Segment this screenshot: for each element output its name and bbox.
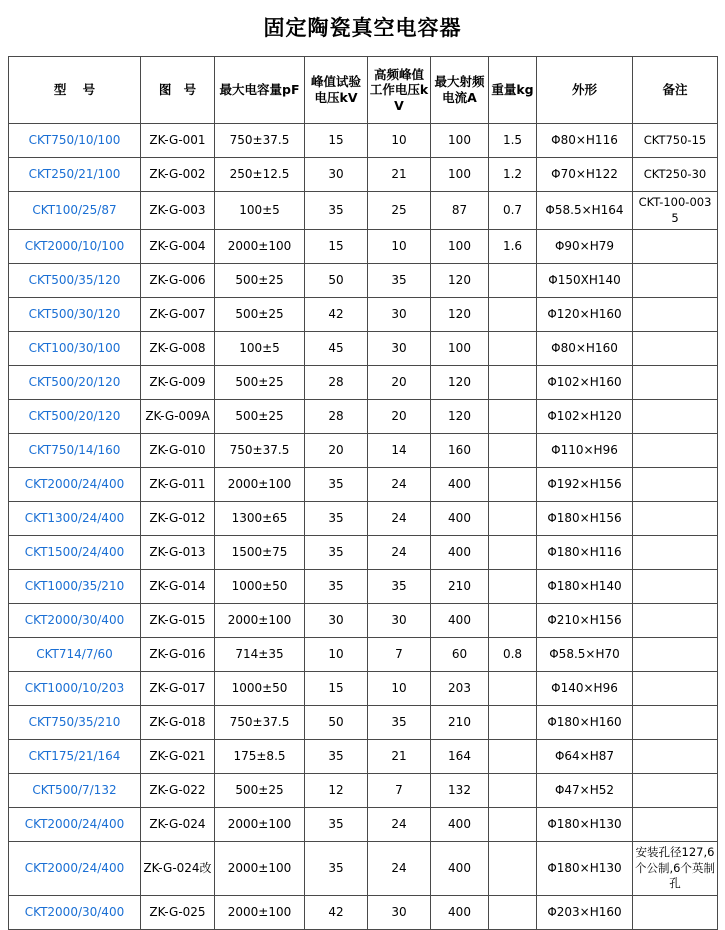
table-row — [9, 400, 718, 434]
cell-weight — [489, 706, 537, 740]
column-header-max-capacitance: 最大电容量pF — [215, 57, 305, 124]
cell-peak-test-voltage: 30 — [305, 604, 368, 638]
cell-max-rf-current: 100 — [431, 332, 489, 366]
cell-remarks — [633, 774, 718, 808]
cell-remarks: CKT750-15 — [633, 124, 718, 158]
cell-max-rf-current: 120 — [431, 264, 489, 298]
cell-max-rf-current: 400 — [431, 604, 489, 638]
cell-weight — [489, 264, 537, 298]
cell-peak-test-voltage: 20 — [305, 434, 368, 468]
cell-hf-peak-working-voltage: 21 — [368, 740, 431, 774]
table-row — [9, 158, 718, 192]
cell-hf-peak-working-voltage: 35 — [368, 706, 431, 740]
cell-weight — [489, 400, 537, 434]
cell-model: CKT100/30/100 — [9, 332, 141, 366]
cell-dimensions: Φ102×H160 — [537, 366, 633, 400]
cell-dimensions: Φ140×H96 — [537, 672, 633, 706]
cell-peak-test-voltage: 35 — [305, 808, 368, 842]
column-header-max-rf-current: 最大射频电流A — [431, 57, 489, 124]
cell-hf-peak-working-voltage: 25 — [368, 192, 431, 230]
table-row — [9, 638, 718, 672]
cell-max-rf-current: 400 — [431, 895, 489, 929]
cell-drawing-no: ZK-G-021 — [141, 740, 215, 774]
cell-model: CKT1300/24/400 — [9, 502, 141, 536]
cell-remarks — [633, 502, 718, 536]
cell-remarks — [633, 434, 718, 468]
cell-max-rf-current: 132 — [431, 774, 489, 808]
cell-dimensions: Φ90×H79 — [537, 230, 633, 264]
cell-model: CKT2000/24/400 — [9, 842, 141, 896]
cell-dimensions: Φ180×H160 — [537, 706, 633, 740]
cell-max-capacitance: 500±25 — [215, 298, 305, 332]
cell-weight — [489, 774, 537, 808]
cell-dimensions: Φ180×H156 — [537, 502, 633, 536]
cell-drawing-no: ZK-G-009 — [141, 366, 215, 400]
cell-max-capacitance: 500±25 — [215, 366, 305, 400]
cell-model: CKT500/20/120 — [9, 400, 141, 434]
cell-drawing-no: ZK-G-013 — [141, 536, 215, 570]
cell-peak-test-voltage: 15 — [305, 230, 368, 264]
table-row — [9, 366, 718, 400]
cell-weight — [489, 502, 537, 536]
cell-weight — [489, 842, 537, 896]
column-header-remarks: 备注 — [633, 57, 718, 124]
cell-dimensions: Φ102×H120 — [537, 400, 633, 434]
cell-hf-peak-working-voltage: 24 — [368, 808, 431, 842]
cell-max-rf-current: 100 — [431, 158, 489, 192]
cell-dimensions: Φ192×H156 — [537, 468, 633, 502]
cell-dimensions: Φ120×H160 — [537, 298, 633, 332]
cell-model: CKT2000/24/400 — [9, 468, 141, 502]
cell-max-capacitance: 100±5 — [215, 332, 305, 366]
cell-peak-test-voltage: 28 — [305, 400, 368, 434]
cell-model: CKT500/20/120 — [9, 366, 141, 400]
page-title: 固定陶瓷真空电容器 — [263, 16, 462, 40]
cell-max-capacitance: 100±5 — [215, 192, 305, 230]
cell-hf-peak-working-voltage: 30 — [368, 895, 431, 929]
cell-hf-peak-working-voltage: 35 — [368, 264, 431, 298]
cell-remarks — [633, 638, 718, 672]
cell-model: CKT750/14/160 — [9, 434, 141, 468]
cell-max-capacitance: 250±12.5 — [215, 158, 305, 192]
cell-max-capacitance: 500±25 — [215, 264, 305, 298]
cell-weight: 0.7 — [489, 192, 537, 230]
cell-max-capacitance: 2000±100 — [215, 895, 305, 929]
cell-peak-test-voltage: 35 — [305, 502, 368, 536]
cell-peak-test-voltage: 30 — [305, 158, 368, 192]
table-row — [9, 895, 718, 929]
cell-max-capacitance: 2000±100 — [215, 230, 305, 264]
cell-max-capacitance: 1300±65 — [215, 502, 305, 536]
cell-hf-peak-working-voltage: 24 — [368, 502, 431, 536]
cell-dimensions: Φ70×H122 — [537, 158, 633, 192]
cell-max-rf-current: 400 — [431, 502, 489, 536]
cell-dimensions: Φ58.5×H164 — [537, 192, 633, 230]
table-body — [9, 124, 718, 930]
cell-peak-test-voltage: 35 — [305, 570, 368, 604]
document-page — [0, 12, 725, 930]
cell-peak-test-voltage: 35 — [305, 740, 368, 774]
cell-dimensions: Φ150XH140 — [537, 264, 633, 298]
cell-dimensions: Φ64×H87 — [537, 740, 633, 774]
cell-drawing-no: ZK-G-024 — [141, 808, 215, 842]
cell-drawing-no: ZK-G-011 — [141, 468, 215, 502]
cell-peak-test-voltage: 28 — [305, 366, 368, 400]
cell-max-rf-current: 87 — [431, 192, 489, 230]
cell-remarks — [633, 895, 718, 929]
cell-model: CKT750/35/210 — [9, 706, 141, 740]
cell-max-rf-current: 400 — [431, 468, 489, 502]
cell-peak-test-voltage: 15 — [305, 124, 368, 158]
cell-max-rf-current: 400 — [431, 536, 489, 570]
cell-dimensions: Φ180×H130 — [537, 808, 633, 842]
cell-remarks — [633, 468, 718, 502]
cell-remarks: CKT250-30 — [633, 158, 718, 192]
table-row — [9, 774, 718, 808]
cell-drawing-no: ZK-G-003 — [141, 192, 215, 230]
cell-weight — [489, 895, 537, 929]
cell-max-capacitance: 750±37.5 — [215, 706, 305, 740]
cell-dimensions: Φ80×H116 — [537, 124, 633, 158]
cell-peak-test-voltage: 10 — [305, 638, 368, 672]
cell-weight — [489, 468, 537, 502]
cell-model: CKT1000/10/203 — [9, 672, 141, 706]
cell-drawing-no: ZK-G-007 — [141, 298, 215, 332]
specification-table — [8, 56, 718, 930]
cell-remarks — [633, 808, 718, 842]
table-row — [9, 706, 718, 740]
cell-max-rf-current: 160 — [431, 434, 489, 468]
cell-weight — [489, 570, 537, 604]
cell-hf-peak-working-voltage: 30 — [368, 604, 431, 638]
cell-drawing-no: ZK-G-016 — [141, 638, 215, 672]
cell-model: CKT2000/10/100 — [9, 230, 141, 264]
table-row — [9, 808, 718, 842]
cell-peak-test-voltage: 35 — [305, 536, 368, 570]
column-header-drawing-no: 图 号 — [141, 57, 215, 124]
cell-hf-peak-working-voltage: 10 — [368, 124, 431, 158]
cell-remarks — [633, 230, 718, 264]
cell-hf-peak-working-voltage: 24 — [368, 536, 431, 570]
cell-max-capacitance: 1000±50 — [215, 672, 305, 706]
cell-model: CKT2000/24/400 — [9, 808, 141, 842]
cell-max-rf-current: 60 — [431, 638, 489, 672]
cell-weight: 1.6 — [489, 230, 537, 264]
cell-dimensions: Φ203×H160 — [537, 895, 633, 929]
cell-weight — [489, 298, 537, 332]
cell-max-capacitance: 2000±100 — [215, 842, 305, 896]
cell-model: CKT2000/30/400 — [9, 895, 141, 929]
cell-max-capacitance: 714±35 — [215, 638, 305, 672]
cell-drawing-no: ZK-G-017 — [141, 672, 215, 706]
cell-drawing-no: ZK-G-008 — [141, 332, 215, 366]
cell-hf-peak-working-voltage: 14 — [368, 434, 431, 468]
cell-hf-peak-working-voltage: 20 — [368, 366, 431, 400]
cell-max-capacitance: 750±37.5 — [215, 434, 305, 468]
cell-max-capacitance: 175±8.5 — [215, 740, 305, 774]
cell-remarks — [633, 366, 718, 400]
cell-remarks — [633, 536, 718, 570]
cell-max-rf-current: 210 — [431, 570, 489, 604]
cell-dimensions: Φ110×H96 — [537, 434, 633, 468]
table-row — [9, 502, 718, 536]
cell-model: CKT750/10/100 — [9, 124, 141, 158]
cell-dimensions: Φ47×H52 — [537, 774, 633, 808]
cell-peak-test-voltage: 15 — [305, 672, 368, 706]
cell-max-rf-current: 120 — [431, 298, 489, 332]
table-header — [9, 57, 718, 124]
cell-model: CKT100/25/87 — [9, 192, 141, 230]
cell-drawing-no: ZK-G-001 — [141, 124, 215, 158]
cell-hf-peak-working-voltage: 21 — [368, 158, 431, 192]
cell-hf-peak-working-voltage: 30 — [368, 298, 431, 332]
cell-max-rf-current: 100 — [431, 230, 489, 264]
column-header-hf-peak-working-voltage: 高频峰值工作电压kV — [368, 57, 431, 124]
cell-weight: 0.8 — [489, 638, 537, 672]
table-row — [9, 230, 718, 264]
cell-drawing-no: ZK-G-022 — [141, 774, 215, 808]
cell-weight — [489, 332, 537, 366]
cell-weight — [489, 672, 537, 706]
cell-drawing-no: ZK-G-010 — [141, 434, 215, 468]
cell-peak-test-voltage: 50 — [305, 264, 368, 298]
table-row — [9, 570, 718, 604]
cell-remarks: CKT-100-0035 — [633, 192, 718, 230]
cell-drawing-no: ZK-G-024改 — [141, 842, 215, 896]
cell-weight — [489, 808, 537, 842]
table-row — [9, 192, 718, 230]
cell-max-capacitance: 500±25 — [215, 774, 305, 808]
cell-model: CKT500/30/120 — [9, 298, 141, 332]
cell-remarks — [633, 740, 718, 774]
cell-dimensions: Φ180×H116 — [537, 536, 633, 570]
cell-model: CKT175/21/164 — [9, 740, 141, 774]
cell-dimensions: Φ80×H160 — [537, 332, 633, 366]
cell-peak-test-voltage: 42 — [305, 298, 368, 332]
table-row — [9, 264, 718, 298]
cell-hf-peak-working-voltage: 30 — [368, 332, 431, 366]
cell-remarks: 安装孔径127,6个公制,6个英制孔 — [633, 842, 718, 896]
table-header-row — [9, 57, 718, 124]
cell-model: CKT1000/35/210 — [9, 570, 141, 604]
cell-dimensions: Φ58.5×H70 — [537, 638, 633, 672]
cell-max-rf-current: 100 — [431, 124, 489, 158]
cell-max-rf-current: 400 — [431, 842, 489, 896]
cell-peak-test-voltage: 50 — [305, 706, 368, 740]
cell-drawing-no: ZK-G-015 — [141, 604, 215, 638]
cell-hf-peak-working-voltage: 24 — [368, 468, 431, 502]
cell-remarks — [633, 570, 718, 604]
column-header-model: 型 号 — [9, 57, 141, 124]
table-row — [9, 604, 718, 638]
column-header-peak-test-voltage: 峰值试验电压kV — [305, 57, 368, 124]
cell-hf-peak-working-voltage: 10 — [368, 672, 431, 706]
cell-max-capacitance: 1500±75 — [215, 536, 305, 570]
column-header-weight: 重量kg — [489, 57, 537, 124]
cell-remarks — [633, 264, 718, 298]
table-row — [9, 124, 718, 158]
cell-max-rf-current: 203 — [431, 672, 489, 706]
cell-max-capacitance: 500±25 — [215, 400, 305, 434]
table-row — [9, 332, 718, 366]
cell-weight — [489, 366, 537, 400]
cell-weight: 1.2 — [489, 158, 537, 192]
cell-drawing-no: ZK-G-025 — [141, 895, 215, 929]
cell-hf-peak-working-voltage: 24 — [368, 842, 431, 896]
cell-remarks — [633, 400, 718, 434]
cell-peak-test-voltage: 35 — [305, 192, 368, 230]
cell-hf-peak-working-voltage: 7 — [368, 638, 431, 672]
cell-weight: 1.5 — [489, 124, 537, 158]
cell-model: CKT500/35/120 — [9, 264, 141, 298]
cell-remarks — [633, 672, 718, 706]
cell-max-rf-current: 400 — [431, 808, 489, 842]
table-row — [9, 434, 718, 468]
cell-peak-test-voltage: 45 — [305, 332, 368, 366]
cell-max-capacitance: 750±37.5 — [215, 124, 305, 158]
table-row — [9, 468, 718, 502]
cell-weight — [489, 434, 537, 468]
cell-model: CKT2000/30/400 — [9, 604, 141, 638]
table-row — [9, 740, 718, 774]
cell-remarks — [633, 604, 718, 638]
table-row — [9, 298, 718, 332]
cell-weight — [489, 536, 537, 570]
cell-max-rf-current: 164 — [431, 740, 489, 774]
cell-model: CKT500/7/132 — [9, 774, 141, 808]
cell-hf-peak-working-voltage: 10 — [368, 230, 431, 264]
cell-model: CKT714/7/60 — [9, 638, 141, 672]
cell-drawing-no: ZK-G-014 — [141, 570, 215, 604]
table-row — [9, 672, 718, 706]
column-header-dimensions: 外形 — [537, 57, 633, 124]
cell-drawing-no: ZK-G-009A — [141, 400, 215, 434]
cell-hf-peak-working-voltage: 20 — [368, 400, 431, 434]
cell-peak-test-voltage: 42 — [305, 895, 368, 929]
cell-model: CKT1500/24/400 — [9, 536, 141, 570]
cell-peak-test-voltage: 12 — [305, 774, 368, 808]
cell-max-capacitance: 1000±50 — [215, 570, 305, 604]
cell-max-rf-current: 120 — [431, 400, 489, 434]
cell-weight — [489, 740, 537, 774]
cell-remarks — [633, 706, 718, 740]
cell-model: CKT250/21/100 — [9, 158, 141, 192]
cell-max-capacitance: 2000±100 — [215, 604, 305, 638]
cell-hf-peak-working-voltage: 7 — [368, 774, 431, 808]
cell-drawing-no: ZK-G-006 — [141, 264, 215, 298]
table-row — [9, 842, 718, 896]
cell-dimensions: Φ180×H140 — [537, 570, 633, 604]
cell-hf-peak-working-voltage: 35 — [368, 570, 431, 604]
cell-remarks — [633, 332, 718, 366]
cell-max-capacitance: 2000±100 — [215, 808, 305, 842]
cell-drawing-no: ZK-G-004 — [141, 230, 215, 264]
cell-drawing-no: ZK-G-018 — [141, 706, 215, 740]
cell-max-capacitance: 2000±100 — [215, 468, 305, 502]
cell-max-rf-current: 120 — [431, 366, 489, 400]
cell-drawing-no: ZK-G-012 — [141, 502, 215, 536]
cell-weight — [489, 604, 537, 638]
cell-dimensions: Φ180×H130 — [537, 842, 633, 896]
cell-remarks — [633, 298, 718, 332]
cell-dimensions: Φ210×H156 — [537, 604, 633, 638]
cell-peak-test-voltage: 35 — [305, 468, 368, 502]
cell-max-rf-current: 210 — [431, 706, 489, 740]
table-row — [9, 536, 718, 570]
cell-peak-test-voltage: 35 — [305, 842, 368, 896]
cell-drawing-no: ZK-G-002 — [141, 158, 215, 192]
